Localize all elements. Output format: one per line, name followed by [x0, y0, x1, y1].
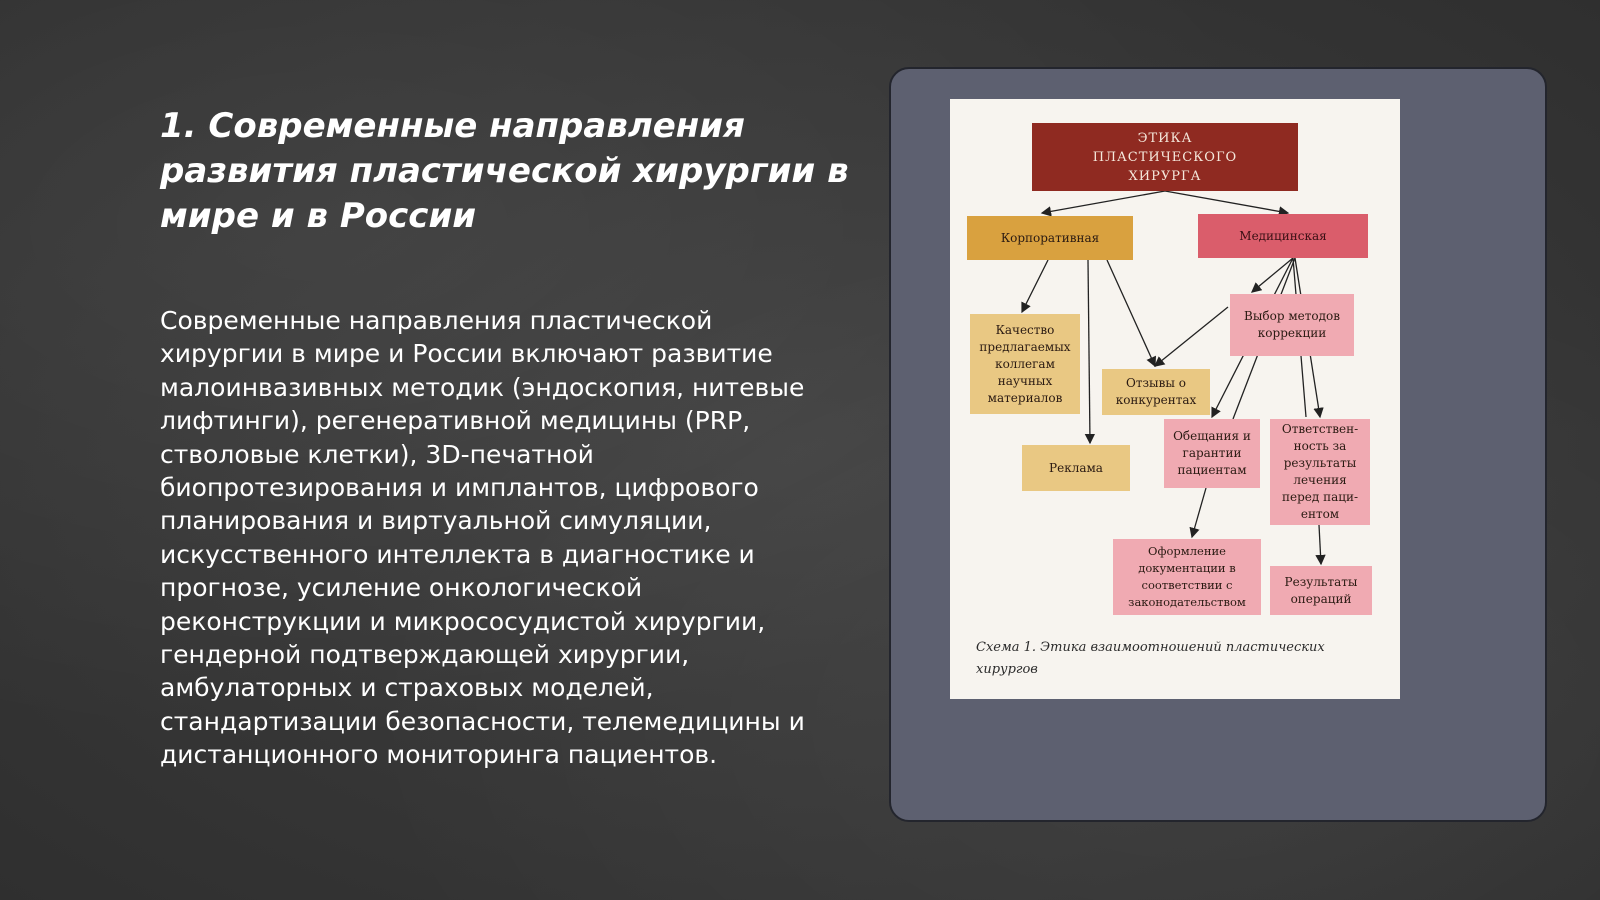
slide-title: 1. Современные направления развития пластической хирургии в мире и в России — [160, 106, 849, 236]
arrow-responsibility-results — [1319, 525, 1321, 564]
diagram-node-responsibility: Ответствен-ность за результаты лечения перед паци-ентом — [1270, 419, 1370, 525]
diagram-node-promises: Обещания и гарантии пациентам — [1164, 419, 1260, 488]
arrow-root-corporate — [1042, 191, 1165, 213]
diagram-node-advertising: Реклама — [1022, 445, 1130, 491]
diagram-node-documentation: Оформление документации в соответствии с законодательством — [1113, 539, 1261, 615]
arrow-root-medical — [1165, 191, 1288, 213]
diagram-node-root: ЭТИКА ПЛАСТИЧЕСКОГО ХИРУРГА — [1032, 123, 1298, 191]
arrow-corporate-reviews — [1107, 260, 1155, 366]
diagram-node-reviews: Отзывы о конкурентах — [1102, 369, 1210, 415]
arrow-promises-documentation — [1192, 488, 1206, 537]
diagram-node-results: Результаты операций — [1270, 566, 1372, 615]
arrow-corporate-quality — [1022, 260, 1048, 312]
slide-body-text: Современные направления пластической хирургии в мире и России включают развитие малоинвазивных методик (эндоскопия, нитевые лифтинги), регенеративной медицины (PRP, стволовые клетки), 3D-печатной биопротезирования и имплантов, цифрового планирования и виртуальной симуляции, искусственного интеллекта в диагностике и прогнозе, усиление онкологической реконструкции и микрососудистой хирургии, гендерной подтверждающей хирургии, амбулаторных и страховых моделей, стандартизации безопасности, телемедицины и дистанционного мониторинга пациентов. — [160, 306, 805, 770]
arrow-medical-methods — [1252, 258, 1293, 292]
arrow-methods-reviews — [1155, 307, 1228, 366]
diagram-node-methods: Выбор методов коррекции — [1230, 294, 1354, 356]
ethics-diagram — [950, 99, 1400, 699]
diagram-caption: Схема 1. Этика взаимоотношений пластических хирургов — [976, 640, 1325, 677]
arrow-corporate-advertising — [1088, 260, 1090, 443]
diagram-node-corporate: Корпоративная — [967, 216, 1133, 260]
diagram-node-quality: Качество предлагаемых коллегам научных материалов — [970, 314, 1080, 414]
diagram-node-medical: Медицинская — [1198, 214, 1368, 258]
